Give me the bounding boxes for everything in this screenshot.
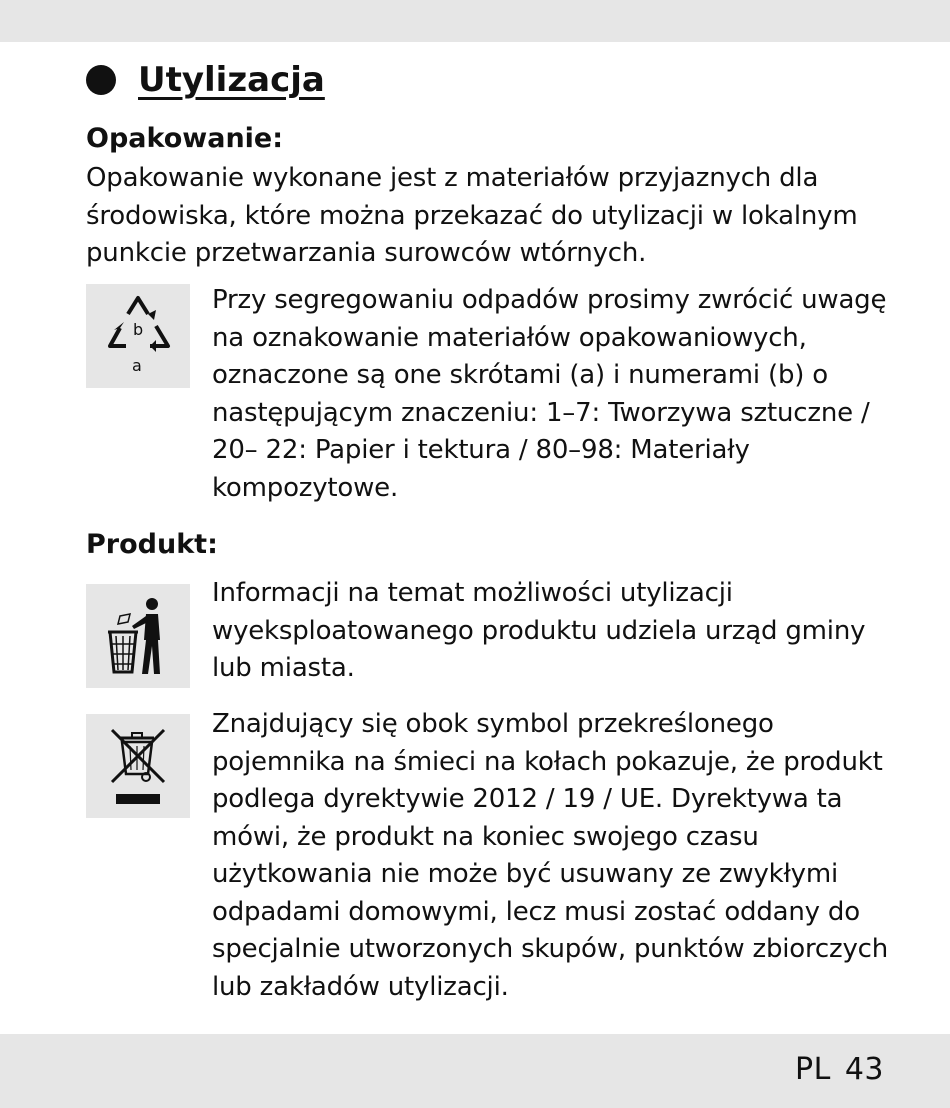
text-line: 20– 22: Papier i tektura / 80–98: Materiały xyxy=(212,435,750,465)
text-line: oznaczone są one skrótami (a) i numerami (b) o xyxy=(212,360,828,390)
packaging-intro xyxy=(86,160,896,273)
recycle-label-a: a xyxy=(132,356,142,375)
section-heading xyxy=(86,56,325,104)
recycle-paragraph xyxy=(212,282,912,507)
text-line: Opakowanie wykonane jest z materiałów przyjaznych dla xyxy=(86,163,819,193)
text-line: podlega dyrektywie 2012 / 19 / UE. Dyrektywa ta xyxy=(212,784,843,814)
text-line: następującym znaczeniu: 1–7: Tworzywa sztuczne / xyxy=(212,397,870,428)
text-line: na oznakowanie materiałów opakowaniowych, xyxy=(212,322,807,353)
page-footer xyxy=(795,1050,884,1090)
text-line: kompozytowe. xyxy=(212,472,399,503)
text-line: lub zakładów utylizacji. xyxy=(212,971,509,1002)
recycling-code-icon xyxy=(86,284,190,388)
language-code: PL xyxy=(795,1052,831,1087)
weee-paragraph xyxy=(212,706,912,1006)
bullet-icon xyxy=(86,65,116,95)
text-line: Przy segregowaniu odpadów prosimy zwrócić uwagę xyxy=(212,285,887,315)
litter-bin-person-icon xyxy=(86,584,190,688)
product-subhead: Produkt: xyxy=(86,529,218,560)
text-line: lub miasta. xyxy=(212,653,355,683)
text-line: mówi, że produkt na koniec swojego czasu xyxy=(212,821,759,852)
top-band xyxy=(0,0,950,42)
packaging-subhead: Opakowanie: xyxy=(86,123,284,154)
text-line: Informacji na temat możliwości utylizacji xyxy=(212,578,733,608)
text-line: Znajdujący się obok symbol przekreślonego xyxy=(212,709,774,739)
crossed-out-wheelie-bin-icon xyxy=(86,714,190,818)
section-title: Utylizacja xyxy=(138,60,325,100)
text-line: punkcie przetwarzania surowców wtórnych. xyxy=(86,238,647,268)
text-line: specjalnie utworzonych skupów, punktów zbiorczych xyxy=(212,934,889,964)
text-line: użytkowania nie może być usuwany ze zwykłymi xyxy=(212,859,839,889)
text-line: odpadami domowymi, lecz musi zostać oddany do xyxy=(212,896,860,927)
text-line: środowiska, które można przekazać do utylizacji w lokalnym xyxy=(86,200,858,231)
trash-paragraph xyxy=(212,575,912,688)
page-number: 43 xyxy=(844,1052,884,1087)
recycle-label-b: b xyxy=(133,320,144,339)
text-line: pojemnika na śmieci na kołach pokazuje, że produkt xyxy=(212,746,883,777)
text-line: wyeksploatowanego produktu udziela urząd gminy xyxy=(212,615,866,646)
